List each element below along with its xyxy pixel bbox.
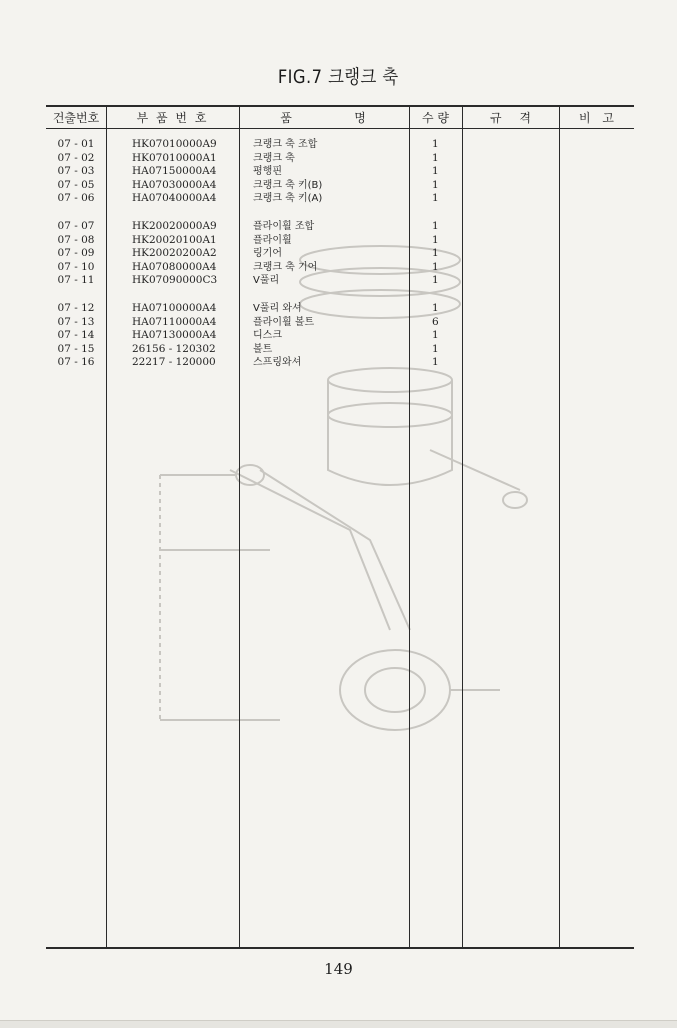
part-number: HK20020200A2 (132, 247, 217, 260)
part-number: HK07090000C3 (132, 274, 218, 287)
table-row (46, 343, 634, 357)
part-name: 크랭크 축 기어 (253, 261, 318, 273)
part-name: 플라이휠 조합 (253, 221, 315, 232)
header-name-right: 명 (354, 111, 366, 125)
part-number: HA07040000A4 (132, 192, 217, 205)
row-number: 07 - 12 (57, 302, 95, 314)
part-number: HA07080000A4 (132, 260, 217, 273)
row-number: 07 - 11 (57, 274, 95, 287)
part-name: V풀리 와셔 (253, 303, 302, 314)
header-remark: 비 고 (579, 111, 614, 125)
quantity: 1 (432, 178, 439, 191)
row-number: 07 - 03 (57, 165, 95, 178)
table-row (46, 138, 634, 152)
quantity: 6 (432, 315, 439, 328)
table-row (46, 329, 634, 343)
quantity: 1 (432, 220, 439, 232)
part-name: 스프링와셔 (253, 357, 302, 369)
row-number: 07 - 13 (57, 315, 95, 328)
quantity: 1 (432, 151, 439, 164)
row-number: 07 - 07 (57, 220, 95, 232)
table-row (46, 302, 634, 316)
header-no: 건출번호 (52, 111, 100, 125)
row-number: 07 - 16 (57, 356, 95, 369)
page-number: 149 (324, 960, 353, 978)
part-number: HA07110000A4 (132, 315, 217, 328)
part-name: 크랭크 축 (253, 152, 295, 164)
part-number: HK20020000A9 (132, 220, 217, 232)
row-number: 07 - 06 (57, 192, 95, 205)
row-number: 07 - 14 (57, 329, 95, 342)
header-name-left: 품 (280, 111, 292, 125)
row-number: 07 - 02 (57, 151, 95, 164)
row-number: 07 - 10 (57, 260, 95, 273)
part-name: 크랭크 축 조합 (253, 139, 318, 150)
row-number: 07 - 05 (57, 178, 95, 191)
quantity: 1 (432, 165, 439, 178)
quantity: 1 (432, 342, 439, 355)
row-number: 07 - 15 (57, 342, 95, 355)
part-number: HA07100000A4 (132, 302, 217, 314)
part-name: 평행핀 (253, 166, 282, 178)
quantity: 1 (432, 356, 439, 369)
table-row (46, 179, 634, 193)
part-name: 크랭크 축 키(A) (253, 193, 323, 205)
table-row (46, 234, 634, 248)
table-header-rule (46, 128, 634, 129)
table-row (46, 165, 634, 179)
row-number: 07 - 08 (57, 233, 95, 246)
table-row (46, 220, 634, 234)
quantity: 1 (432, 247, 439, 260)
quantity: 1 (432, 260, 439, 273)
part-name: 플라이휠 볼트 (253, 316, 315, 328)
table-row (46, 316, 634, 330)
part-name: 링기어 (253, 248, 282, 260)
table-row (46, 261, 634, 275)
table-row (46, 152, 634, 166)
part-number: 26156 - 120302 (132, 342, 216, 355)
header-qty: 수 량 (422, 111, 449, 125)
part-number: HK07010000A9 (132, 138, 217, 150)
part-name: V풀리 (253, 275, 280, 287)
part-number: HK20020100A1 (132, 233, 217, 246)
part-number: HK07010000A1 (132, 151, 217, 164)
part-name: 플라이휠 (253, 234, 292, 246)
part-number: HA07030000A4 (132, 178, 217, 191)
quantity: 1 (432, 329, 439, 342)
header-spec: 규 격 (490, 111, 531, 125)
table-bottom-rule (46, 947, 634, 949)
part-number: HA07130000A4 (132, 329, 217, 342)
quantity: 1 (432, 302, 439, 314)
row-number: 07 - 01 (57, 138, 95, 150)
table-row (46, 247, 634, 261)
table-row (46, 274, 634, 288)
row-number: 07 - 09 (57, 247, 95, 260)
background-parts-drawing (120, 210, 560, 770)
table-row (46, 192, 634, 206)
part-name: 크랭크 축 키(B) (253, 179, 323, 191)
part-name: 볼트 (253, 343, 273, 355)
table-top-rule (46, 105, 634, 107)
header-part-no: 부 품 번 호 (136, 111, 209, 125)
quantity: 1 (432, 233, 439, 246)
part-number: 22217 - 120000 (132, 356, 216, 369)
quantity: 1 (432, 192, 439, 205)
page-title: FIG.7 크랭크 축 (278, 66, 399, 88)
table-row (46, 356, 634, 370)
part-name: 디스크 (253, 330, 282, 342)
part-number: HA07150000A4 (132, 165, 217, 178)
quantity: 1 (432, 138, 439, 150)
quantity: 1 (432, 274, 439, 287)
